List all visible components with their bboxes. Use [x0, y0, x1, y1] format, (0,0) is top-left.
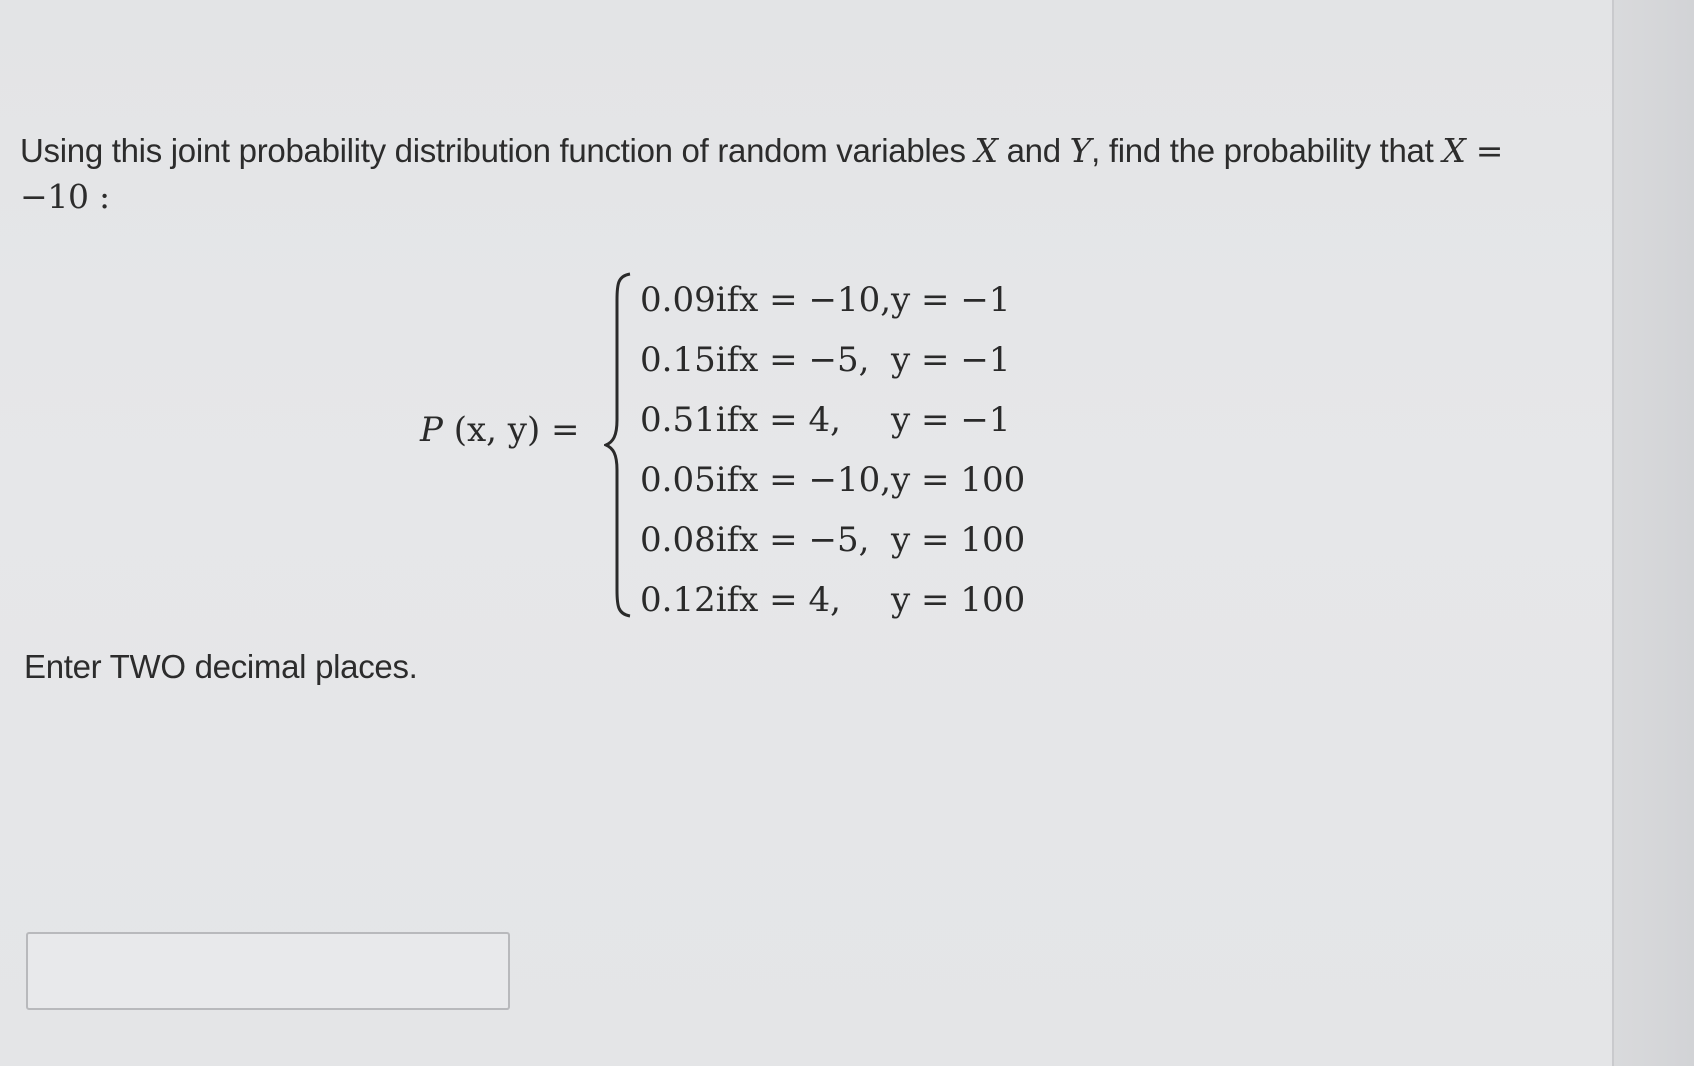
- case-x-condition: x = −5,: [739, 520, 870, 560]
- case-probability: 0.08: [640, 520, 716, 560]
- question-text-part: , find the probability that: [1091, 132, 1443, 169]
- question-text-part: Using this joint probability distribution function of random variables: [20, 132, 975, 169]
- question-text: [20, 128, 1540, 220]
- case-x-condition: x = 4,: [739, 580, 841, 620]
- case-row: [640, 270, 1025, 330]
- case-probability: 0.05: [640, 460, 716, 500]
- left-brace-icon: [604, 270, 634, 620]
- case-probability: 0.15: [640, 340, 716, 380]
- case-if-keyword: if: [715, 340, 740, 380]
- case-row: [640, 570, 1025, 630]
- case-y-condition: y = 100: [891, 580, 1026, 620]
- case-y-condition: y = −1: [891, 400, 1011, 440]
- case-x-condition: x = −10,: [739, 280, 892, 320]
- case-probability: 0.09: [640, 280, 716, 320]
- case-row: [640, 390, 1025, 450]
- case-row: [640, 450, 1025, 510]
- case-x-condition: x = −10,: [739, 460, 892, 500]
- case-if-keyword: if: [715, 580, 740, 620]
- case-if-keyword: if: [715, 460, 740, 500]
- condition-variable: X: [1442, 131, 1466, 170]
- case-y-condition: y = 100: [891, 460, 1026, 500]
- case-if-keyword: if: [715, 520, 740, 560]
- case-x-condition: x = −5,: [739, 340, 870, 380]
- case-y-condition: y = −1: [891, 280, 1011, 320]
- case-row: [640, 330, 1025, 390]
- case-y-condition: y = −1: [891, 340, 1011, 380]
- instruction-text: Enter TWO decimal places.: [24, 648, 418, 685]
- right-panel-shadow: [1614, 0, 1694, 1066]
- formula-lhs: [420, 410, 580, 450]
- case-row: [640, 510, 1025, 570]
- case-if-keyword: if: [715, 400, 740, 440]
- answer-input[interactable]: [26, 932, 510, 1010]
- variable-x: X: [974, 131, 998, 170]
- case-x-condition: x = 4,: [739, 400, 841, 440]
- condition-value: = −10: [20, 131, 1504, 216]
- cases-table: [640, 270, 1025, 630]
- condition-colon: :: [88, 177, 110, 216]
- formula-function-name: P: [420, 410, 443, 450]
- case-probability: 0.12: [640, 580, 716, 620]
- right-panel-edge: [1612, 0, 1614, 1066]
- case-if-keyword: if: [715, 280, 740, 320]
- formula-arguments: (x, y) =: [442, 410, 580, 450]
- case-probability: 0.51: [640, 400, 716, 440]
- question-text-part: and: [997, 132, 1070, 169]
- variable-y: Y: [1069, 131, 1092, 170]
- case-y-condition: y = 100: [891, 520, 1026, 560]
